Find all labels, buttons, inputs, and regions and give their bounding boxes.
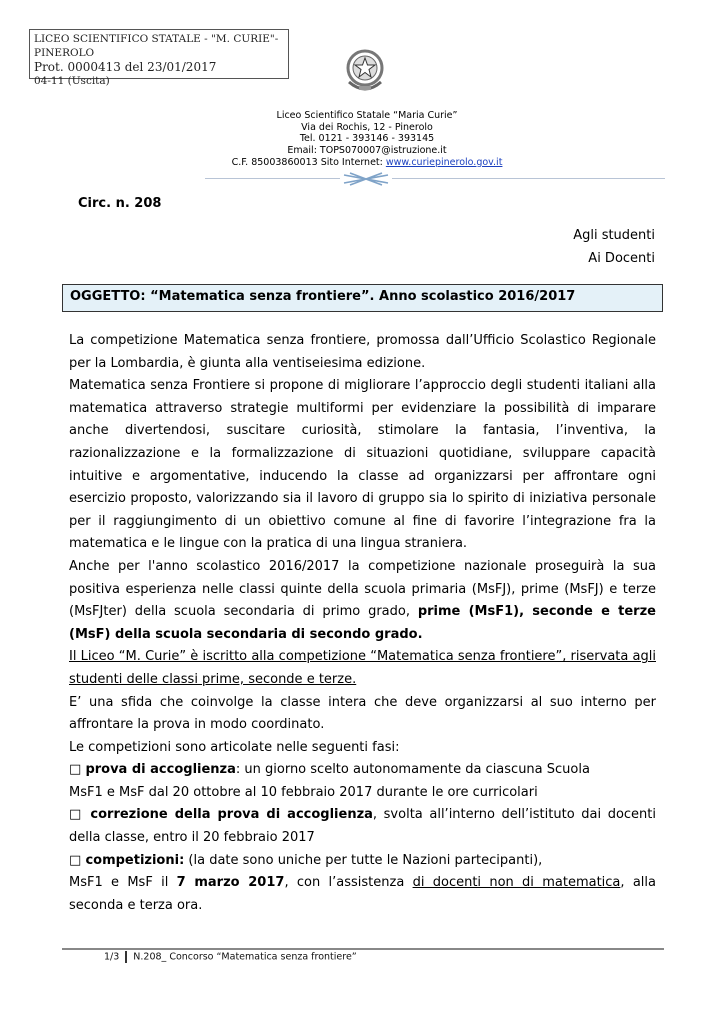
checkbox-bullet-icon: □ bbox=[69, 762, 82, 778]
phase-2-title: correzione della prova di accoglienza bbox=[90, 807, 373, 823]
school-address: Via dei Rochis, 12 - Pinerolo bbox=[301, 121, 433, 133]
phase-item-3-detail bbox=[69, 872, 656, 917]
footer-title: N.208_ Concorso “Matematica senza frontiere” bbox=[133, 951, 357, 963]
stamp-school: LICEO SCIENTIFICO STATALE - "M. CURIE"-PINEROLO bbox=[34, 33, 279, 59]
protocol-stamp bbox=[29, 29, 289, 87]
school-cf: C.F. 85003860013 Sito Internet: bbox=[231, 156, 386, 168]
subject-box: OGGETTO: “Matematica senza frontiere”. Anno scolastico 2016/2017 bbox=[62, 284, 663, 312]
phase-3-detail-a: MsF1 e MsF il bbox=[69, 875, 177, 891]
stamp-protocol: Prot. 0000413 del 23/01/2017 bbox=[34, 60, 217, 74]
checkbox-bullet-icon: □ bbox=[69, 807, 84, 823]
paragraph-phases-intro: Le competizioni sono articolate nelle seguenti fasi: bbox=[69, 739, 400, 755]
phase-3-detail-e: , alla seconda e terza ora. bbox=[69, 875, 656, 913]
school-name: Liceo Scientifico Statale “Maria Curie” bbox=[276, 110, 458, 121]
phase-3-detail-c: , con l’assistenza bbox=[284, 875, 413, 891]
checkbox-bullet-icon: □ bbox=[69, 852, 82, 868]
paragraph-intro: La competizione Matematica senza frontiere, promossa dall’Ufficio Scolastico Regionale per la Lombardia, è giunta alla ventiseiesima edizione. bbox=[69, 333, 656, 371]
document-body bbox=[69, 330, 656, 917]
phase-item-1 bbox=[69, 759, 656, 782]
competition-date: 7 marzo 2017 bbox=[176, 875, 285, 891]
school-email: Email: TOPS070007@istruzione.it bbox=[287, 145, 447, 157]
school-cf-site bbox=[180, 157, 554, 169]
paragraph-categories bbox=[69, 556, 656, 646]
ornament-icon bbox=[340, 170, 392, 188]
phase-1-title: prova di accoglienza bbox=[85, 762, 236, 778]
phase-item-3 bbox=[69, 850, 656, 873]
school-header bbox=[180, 110, 554, 169]
school-phone: Tel. 0121 - 393146 - 393145 bbox=[299, 133, 435, 145]
paragraph-goals: Matematica senza Frontiere si propone di migliorare l’approccio degli studenti italiani alla matematica attraverso strategie multiformi per evidenziare la possibilità di imparare anche divertendosi, suscitare curiosità, stimolare la fantasia, l’inventiva, la razionalizzazione e la formalizzazione di situazioni quotidiane, sviluppare capacità intuitive e argomentative, inducendo la classe ad organizzarsi per affrontare ogni esercizio proposto, valorizzando sia il lavoro di gruppo sia lo spirito di iniziativa personale per il raggiungimento di un obiettivo comune al fine di favorire l’integrazione fra la matematica e le lingue con la pratica di una lingua straniera. bbox=[69, 378, 656, 552]
stamp-class: 04-11 (Uscita) bbox=[34, 75, 110, 87]
phase-item-1-detail: MsF1 e MsF dal 20 ottobre al 10 febbraio 2017 durante le ore curricolari bbox=[69, 784, 538, 800]
circular-number: Circ. n. 208 bbox=[78, 196, 162, 211]
italian-republic-emblem-icon bbox=[342, 46, 388, 96]
page-number: 1/3 bbox=[104, 951, 120, 963]
categories-bold: prime (MsF1), seconde e terze (MsF) della scuola secondaria di secondo grado. bbox=[69, 604, 656, 642]
paragraph-enrollment: Il Liceo “M. Curie” è iscritto alla competizione “Matematica senza frontiere”, riservata agli studenti delle classi prime, seconde e terze. bbox=[69, 649, 656, 687]
phase-1-text: : un giorno scelto autonomamente da ciascuna Scuola bbox=[235, 762, 590, 778]
recipient-teachers: Ai Docenti bbox=[588, 251, 655, 266]
phase-item-2 bbox=[69, 804, 656, 849]
paragraph-challenge: E’ una sfida che coinvolge la classe intera che deve organizzarsi al suo interno per affrontare la prova in modo coordinato. bbox=[69, 694, 656, 733]
footer-divider bbox=[62, 948, 664, 950]
phase-3-detail-d: di docenti non di matematica bbox=[412, 875, 621, 891]
recipients bbox=[573, 224, 655, 270]
page-footer bbox=[104, 951, 357, 963]
phase-3-title: competizioni: bbox=[85, 852, 185, 868]
recipient-students: Agli studenti bbox=[573, 228, 655, 243]
header-divider bbox=[205, 178, 665, 179]
phase-2-text: , svolta all’interno dell’istituto dai docenti della classe, entro il 20 febbraio 2017 bbox=[69, 807, 656, 846]
phase-3-text: (la date sono uniche per tutte le Nazioni partecipanti), bbox=[184, 852, 543, 868]
school-website-link[interactable]: www.curiepinerolo.gov.it bbox=[385, 156, 503, 168]
footer-separator bbox=[125, 951, 127, 963]
categories-text: Anche per l'anno scolastico 2016/2017 la competizione nazionale proseguirà la sua positiva esperienza nelle classi quinte della scuola primaria (MsFJ), prime (MsFJ) e terze (MsFJter) della scuola secondaria di primo grado, bbox=[69, 558, 656, 620]
